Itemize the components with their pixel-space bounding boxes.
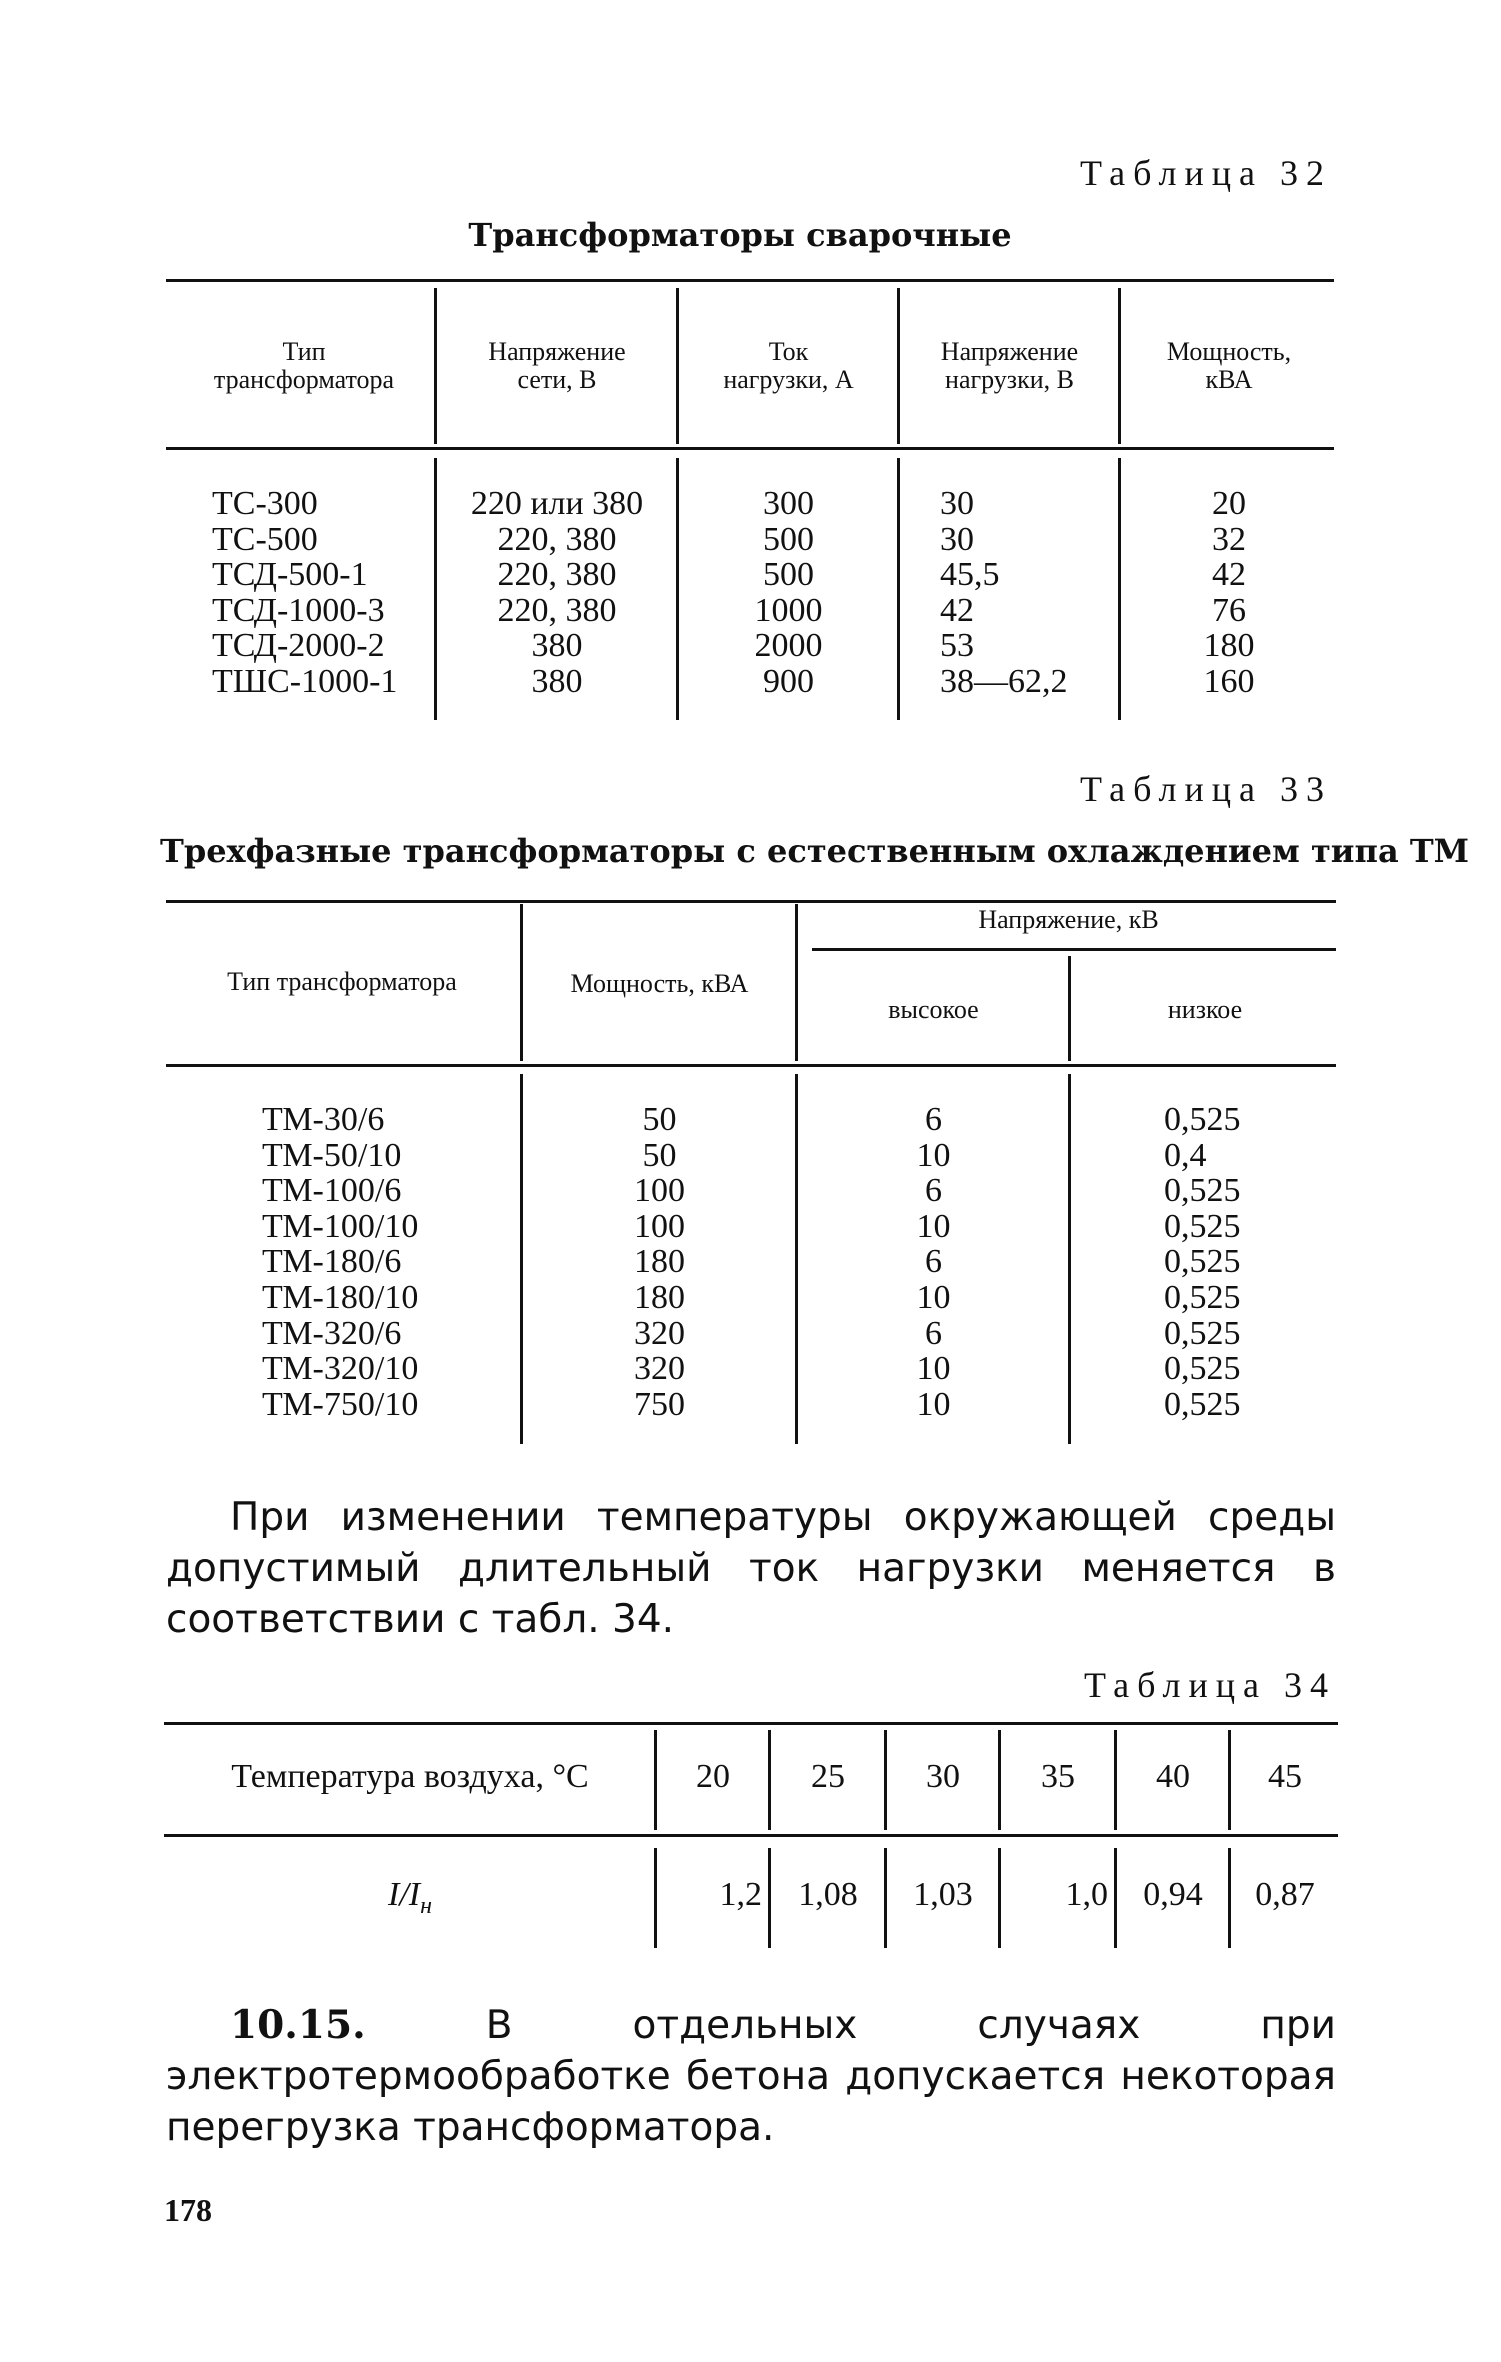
table-33-header-power: Мощность, кВА (570, 969, 749, 998)
table-32-header-load-voltage: Напряжение нагрузки, В (940, 337, 1079, 394)
page-number: 178 (164, 2192, 212, 2228)
table-34-temp: 40 (1156, 1758, 1190, 1795)
table-32-header-current: Ток нагрузки, А (723, 337, 854, 394)
table-34-row2-label (170, 1876, 650, 1920)
table-33-caption: Таблица 33 (1080, 769, 1332, 809)
table-33-header-low: низкое (1167, 995, 1243, 1024)
table-34-temp: 45 (1268, 1758, 1302, 1795)
table-32-col-power: 20 32 42 76 180 160 (1203, 485, 1255, 700)
table-33-title: Трехфазные трансформаторы с естественным охлаждением типа ТМ (160, 832, 1470, 870)
paragraph-10-15 (166, 2000, 1336, 2153)
paragraph-10-15-text: В отдельных случаях при электротермообработке бетона допускается некоторая перегрузка трансформатора. (166, 2003, 1336, 2150)
table-34-ratio: 0,94 (1143, 1876, 1203, 1913)
paragraph-number: 10.15. (230, 2002, 366, 2048)
table-33-col-low: 0,525 0,4 0,525 0,525 0,525 0,525 0,525 0,525 0,525 (1164, 1101, 1241, 1423)
table-34-temp: 35 (1041, 1758, 1075, 1795)
table-34-temp: 30 (926, 1758, 960, 1795)
ratio-label-main: I/I (388, 1876, 421, 1913)
table-34-ratio: 1,2 (719, 1876, 762, 1913)
table-33-header-voltage: Напряжение, кВ (978, 905, 1159, 934)
table-32-caption: Таблица 32 (1080, 153, 1332, 193)
paragraph-temperature-note: При изменении температуры окружающей среды допустимый длительный ток нагрузки меняется в соответствии с табл. 34. (166, 1495, 1336, 1642)
table-34-temp: 25 (811, 1758, 845, 1795)
table-32-header-power: Мощность, кВА (1166, 337, 1292, 394)
table-34-row1-label: Температура воздуха, °С (231, 1758, 589, 1795)
table-32-title: Трансформаторы сварочные (468, 216, 1012, 254)
table-34-ratio: 1,03 (913, 1876, 973, 1913)
table-33-col-high: 6 10 6 10 6 10 6 10 10 (916, 1101, 951, 1423)
ratio-label-sub: н (420, 1892, 432, 1919)
table-34-ratio: 0,87 (1255, 1876, 1315, 1913)
table-32-header-type: Тип трансформатора (213, 337, 395, 394)
table-32-header-voltage: Напряжение сети, В (488, 337, 626, 394)
table-33-col-type: ТМ-30/6 ТМ-50/10 ТМ-100/6 ТМ-100/10 ТМ-180/6 ТМ-180/10 ТМ-320/6 ТМ-320/10 ТМ-750/10 (262, 1101, 419, 1423)
table-32-col-current: 300 500 500 1000 2000 900 (754, 485, 823, 700)
table-34-ratio: 1,0 (1065, 1876, 1108, 1913)
table-33-header-type: Тип трансформатора (227, 967, 457, 996)
table-32-col-type: ТС-300 ТС-500 ТСД-500-1 ТСД-1000-3 ТСД-2000-2 ТШС-1000-1 (212, 485, 398, 700)
table-34-ratio: 1,08 (798, 1876, 858, 1913)
table-33-header-high: высокое (888, 995, 979, 1024)
table-34-caption: Таблица 34 (1084, 1665, 1336, 1705)
table-33-col-power: 50 50 100 100 180 180 320 320 750 (634, 1101, 685, 1423)
table-32-col-load-voltage: 30 30 45,5 42 53 38—62,2 (940, 485, 1068, 700)
table-32-col-voltage: 220 или 380 220, 380 220, 380 220, 380 380 380 (470, 485, 644, 700)
table-34-temp: 20 (696, 1758, 730, 1795)
